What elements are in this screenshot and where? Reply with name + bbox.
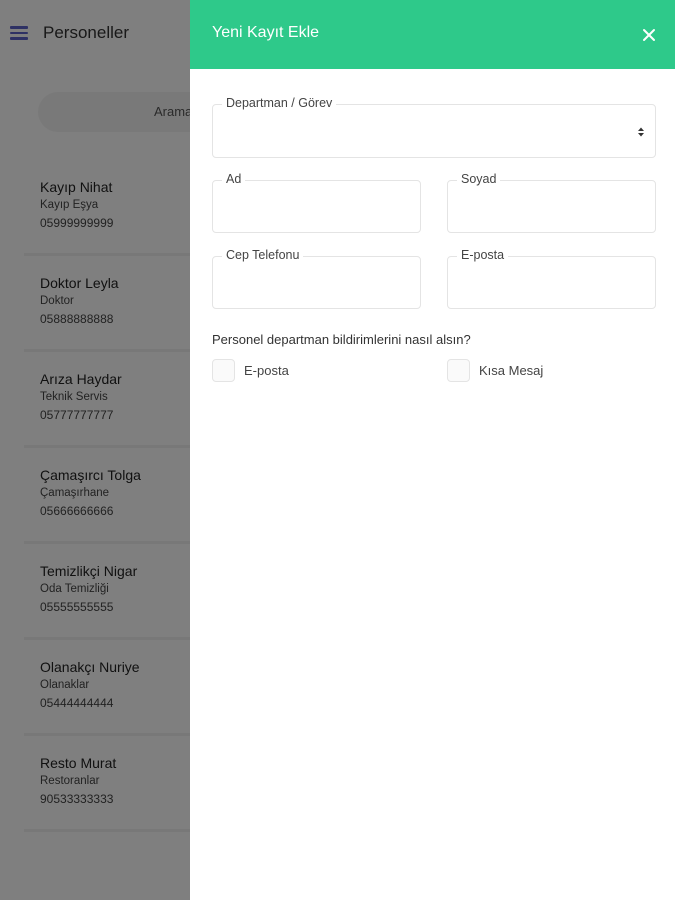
select-arrows-icon [637,126,645,138]
first-name-input[interactable] [213,181,420,232]
phone-field [212,248,421,309]
new-record-drawer [190,0,675,900]
department-select-field [212,96,656,158]
email-option[interactable] [212,358,289,382]
email-input[interactable] [448,257,655,308]
sms-option[interactable] [447,358,543,382]
sms-option-label: Kısa Mesaj [479,362,544,378]
email-checkbox[interactable] [212,359,235,382]
last-name-label: Soyad [457,171,500,187]
email-option-label: E-posta [244,362,289,378]
email-field [447,248,656,309]
phone-label: Cep Telefonu [222,247,303,263]
department-select[interactable] [213,105,655,157]
first-name-field [212,172,421,233]
first-name-label: Ad [222,171,245,187]
email-label: E-posta [457,247,508,263]
sms-checkbox[interactable] [447,359,470,382]
department-label: Departman / Görev [222,95,336,111]
last-name-input[interactable] [448,181,655,232]
last-name-field [447,172,656,233]
phone-input[interactable] [213,257,420,308]
notification-question: Personel departman bildirimlerini nasıl alsın? [212,332,471,347]
drawer-header [190,0,675,69]
close-icon[interactable] [640,26,658,44]
drawer-title: Yeni Kayıt Ekle [212,24,320,41]
